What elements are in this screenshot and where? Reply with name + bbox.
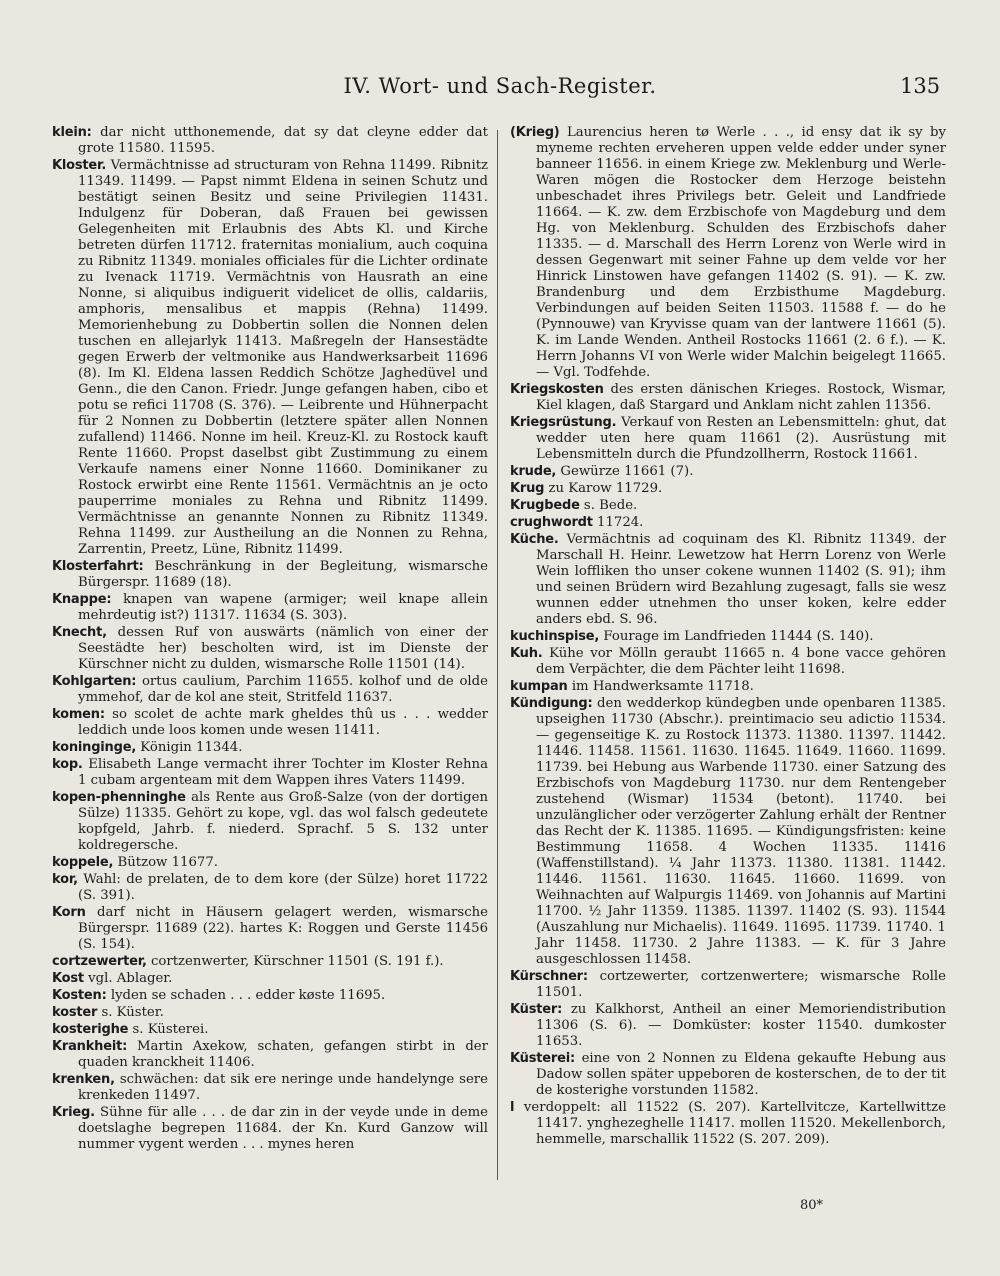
entry-headword: Knecht, [52,625,107,640]
entry-text: den wedderkop kündegben unde openbaren 11385. upseighen 11730 (Abschr.). preintimacio seu adictio 11534. — gegenseitige K. zu Rostock 11373. 11380. 11397. 11442. 11446. 11458. 11561. 11630. 11645. 11649. 11660. 11699. 11739. bei Hebung aus Warbende 11730. einer Satzung des Erzbischofs von Magdeburg 11730. nur dem Rentengeber zustehend (Wismar) 11534 (betont). 11740. bei unzulänglicher oder verzögerter Zahlung erhält der Rentner das Recht der K. 11385. 11695. — Kündigungsfristen: keine Bestimmung 11658. 4 Wochen 11335. 11416 (Waffenstillstand). ¼ Jahr 11373. 11380. 11381. 11442. 11446. 11561. 11630. 11645. 11660. 11699. von Weihnachten auf Walpurgis 11469. von Johannis auf Martini 11700. ½ Jahr 11359. 11385. 11397. 11402 (S. 93). 11544 (Auszahlung nur Michaelis). 11649. 11695. 11739. 11740. 1 Jahr 11458. 11730. 2 Jahre 11383. — K. für 3 Jahre ausgeschlossen 11458. [536,696,946,967]
register-entry [510,679,946,695]
register-entry [52,707,488,739]
register-entry [52,905,488,953]
entry-text: Kühe vor Mölln geraubt 11665 n. 4 bone vacce gehören dem Verpächter, die dem Pächter leiht 11698. [536,646,946,677]
entry-headword: Kündigung: [510,696,593,711]
register-entry [510,1100,946,1148]
entry-headword: komen: [52,707,105,722]
register-entry [510,515,946,531]
register-entry [52,872,488,904]
entry-text: Vermächtnis ad coquinam des Kl. Ribnitz 11349. der Marschall H. Heinr. Lewetzow hat Herrn Lorenz von Werle Wein loffliken tho unser cokene wunnen 11402 (S. 91); ihm und seinen Brüdern wird Bezahlung zugesagt, falls sie wesz wunnen edder utnehmen tho unser koken, kelre edder anders ebd. S. 96. [536,532,946,627]
entry-text: s. Bede. [583,498,638,513]
entry-headword: Korn [52,905,86,920]
entry-headword: Küsterei: [510,1051,575,1066]
register-entry [52,954,488,970]
entry-headword: Küster: [510,1002,563,1017]
entry-headword: (Krieg) [510,125,560,140]
entry-text: vgl. Ablager. [88,971,173,986]
register-entry [52,559,488,591]
entry-text: lyden se schaden . . . edder køste 11695. [110,988,386,1003]
entry-text: schwächen: dat sik ere neringe unde handelynge sere krenkeden 11497. [78,1072,488,1103]
right-column [510,125,946,1149]
entry-headword: kor, [52,872,78,887]
entry-headword: Kriegsrüstung. [510,415,617,430]
entry-text: ortus caulium, Parchim 11655. kolhof und de olde ymmehof, dar de kol ane steit, Stritfeld 11637. [78,674,488,705]
entry-headword: krude, [510,464,557,479]
entry-headword: Krug [510,481,545,496]
entry-text: dar nicht utthonemende, dat sy dat cleyne edder dat grote 11580. 11595. [78,125,488,156]
entry-text: Bützow 11677. [117,855,218,870]
register-entry [510,1002,946,1050]
register-entry [510,696,946,968]
register-entry [52,158,488,558]
register-entry [510,969,946,1001]
entry-text: cortzewerter, cortzenwertere; wismarsche Rolle 11501. [536,969,946,1000]
entry-headword: cortzewerter, [52,954,147,969]
entry-text: zu Karow 11729. [548,481,663,496]
register-entry [510,125,946,381]
register-entry [52,1022,488,1038]
register-entry [510,382,946,414]
entry-headword: Kriegskosten [510,382,604,397]
entry-text: als Rente aus Groß-Salze (von der dortigen Sülze) 11335. Gehört zu kope, vgl. das wol falsch gedeutete kopfgeld, Jahrb. f. niederd. Sprachf. 5 S. 132 unter koldregersche. [78,790,488,853]
entry-text: Wahl: de prelaten, de to dem kore (der Sülze) horet 11722 (S. 391). [78,872,488,903]
entry-text: so scolet de achte mark gheldes thû us . . . wedder leddich unde loos komen unde wesen 11411. [78,707,488,738]
entry-text: darf nicht in Häusern gelagert werden, wismarsche Bürgerspr. 11689 (22). hartes K: Roggen und Gerste 11456 (S. 154). [78,905,488,952]
register-entry [510,481,946,497]
entry-headword: klein: [52,125,92,140]
register-entry [510,464,946,480]
register-entry [52,1105,488,1153]
entry-text: s. Küster. [101,1005,164,1020]
entry-text: Elisabeth Lange vermacht ihrer Tochter im Kloster Rehna 1 cubam argenteam mit dem Wappen ihres Vaters 11499. [78,757,488,788]
register-entry [52,988,488,1004]
entry-headword: Küche. [510,532,559,547]
entry-text: eine von 2 Nonnen zu Eldena gekaufte Hebung aus Dadow sollen später uppeboren de kosterschen, de to der tit de kosterighe vorstunden 11582. [536,1051,946,1098]
register-entry [52,971,488,987]
entry-headword: Kost [52,971,84,986]
page-number: 135 [900,74,941,98]
entry-text: knapen van wapene (armiger; weil knape allein mehrdeutig ist?) 11317. 11634 (S. 303). [78,592,488,623]
register-entry [510,629,946,645]
entry-headword: kopen-phenninghe [52,790,186,805]
entry-headword: koninginge, [52,740,137,755]
entry-headword: koster [52,1005,98,1020]
left-column [52,125,488,1154]
entry-text: des ersten dänischen Krieges. Rostock, Wismar, Kiel klagen, daß Stargard und Anklam nicht zahlen 11356. [536,382,946,413]
register-entry [510,646,946,678]
entry-text: verdoppelt: all 11522 (S. 207). Kartellvitcze, Kartellwittze 11417. ynghezeghelle 11417. mollen 11520. Mekellenborch, hemmelle, marschallik 11522 (S. 207. 209). [523,1100,946,1147]
register-entry [52,740,488,756]
entry-headword: Klosterfahrt: [52,559,144,574]
page-header [0,74,1000,104]
register-entry [52,625,488,673]
register-entry [52,757,488,789]
entry-text: Fourage im Landfrieden 11444 (S. 140). [603,629,874,644]
register-entry [510,415,946,463]
register-entry [52,790,488,854]
entry-text: cortzenwerter, Kürschner 11501 (S. 191 f.). [150,954,444,969]
entry-text: dessen Ruf von auswärts (nämlich von einer der Seestädte her) bescholten wird, ist im Dienste der Kürschner nicht zu dulden, wismarsche Rolle 11501 (14). [78,625,488,672]
entry-headword: koppele, [52,855,114,870]
column-divider [497,130,498,1180]
signature-mark: 80* [800,1198,824,1213]
register-entry [52,1072,488,1104]
entry-headword: Knappe: [52,592,112,607]
entry-text: 11724. [597,515,644,530]
entry-headword: Krugbede [510,498,580,513]
entry-headword: Kohlgarten: [52,674,137,689]
entry-headword: Kuh. [510,646,543,661]
entry-text: Beschränkung in der Begleitung, wismarsche Bürgerspr. 11689 (18). [78,559,489,590]
entry-text: Königin 11344. [140,740,243,755]
entry-text: Vermächtnisse ad structuram von Rehna 11499. Ribnitz 11349. 11499. — Papst nimmt Eldena in seinen Schutz und bestätigt seinen Besitz und seine Privilegien 11431. Indulgenz für Doberan, daß Frauen bei gewissen Gelegenheiten mit Erlaubnis des Abts Kl. und Kirche betreten dürfen 11712. fraternitas monialium, auch coquina zu Ribnitz 11349. moniales officiales für die Lichter ordinate zu Ivenack 11719. Vermächtnis von Hausrath an eine Nonne, si aliquibus indiguerit videlicet de ollis, caldariis, amphoris, mensalibus et mappis (Rehna) 11499. Memorienhebung zu Dobbertin sollen die Nonnen delen tuschen en allejarlyk 11413. Maßregeln der Hansestädte gegen Erwerb der veltmonike aus Handwerksarbeit 11696 (8). Im Kl. Eldena lassen Reddich Schötze Jaghedüvel und Genn., die den Canon. Friedr. Junge gefangen haben, cibo et potu se refici 11708 (S. 376). — Leibrente und Hühnerpacht für 2 Nonnen zu Dobbertin (letztere später allen Nonnen zufallend) 11466. Nonne im heil. Kreuz-Kl. zu Rostock kauft Rente 11660. Propst daselbst gibt Zustimmung zu einem Verkaufe namens einer Nonne 11660. Dominikaner zu Rostock erwirbt eine Rente 11561. Vermächtnis an je octo pauperrime moniales zu Rehna und Ribnitz 11499. Vermächtnisse an genannte Nonnen zu Ribnitz 11349. Rehna 11499. zur Austheilung an die Nonnen zu Rehna, Zarrentin, Preetz, Lüne, Ribnitz 11499. [78,158,488,557]
entry-text: Gewürze 11661 (7). [560,464,694,479]
entry-text: Martin Axekow, schaten, gefangen stirbt in der quaden kranckheit 11406. [78,1039,488,1070]
register-entry [510,1051,946,1099]
entry-text: Laurencius heren tø Werle . . ., id ensy dat ik sy by myneme rechten erveheren uppen velde edder under syner banneer 11656. in einem Kriege zw. Meklenburg und Werle-Waren mögen die Rostocker dem Herzoge beistehn unbeschadet ihres Privilegs betr. Geleit und Landfriede 11664. — K. zw. dem Erzbischofe von Magdeburg und dem Hg. von Meklenburg. Schulden des Erzbischofs daher 11335. — d. Marschall des Herrn Lorenz von Werle wird in dessen Gegenwart mit seiner Fahne up dem velde vor her Hinrick Linstowen have gefangen 11402 (S. 91). — K. zw. Brandenburg und dem Erzbisthume Magdeburg. Verbindungen auf beiden Seiten 11503. 11588 f. — do he (Pynnouwe) van Kryvisse quam van der lantwere 11661 (5). K. im Lande Wenden. Antheil Rostocks 11661 (2. 6 f.). — K. Herrn Johanns VI von Werle wider Malchin beigelegt 11665. — Vgl. Todfehde. [536,125,947,380]
entry-headword: kuchinspise, [510,629,600,644]
entry-headword: kosterighe [52,1022,129,1037]
register-entry [510,532,946,628]
entry-text: zu Kalkhorst, Antheil an einer Memoriendistribution 11306 (S. 6). — Domküster: koster 11540. dumkoster 11653. [536,1002,947,1049]
register-entry [52,592,488,624]
register-entry [52,855,488,871]
entry-headword: Kürschner: [510,969,588,984]
entry-text: im Handwerksamte 11718. [571,679,754,694]
entry-text: Sühne für alle . . . de dar zin in der veyde unde in deme doetslaghe begrepen 11684. der Kn. Kurd Ganzow will nummer vygent werden . . . mynes heren [78,1105,488,1152]
entry-text: s. Küsterei. [132,1022,209,1037]
register-entry [52,125,488,157]
entry-headword: kumpan [510,679,568,694]
page-title: IV. Wort- und Sach-Register. [343,74,657,98]
entry-headword: kop. [52,757,83,772]
register-entry [52,674,488,706]
entry-headword: l [510,1100,515,1115]
register-entry [52,1039,488,1071]
register-entry [52,1005,488,1021]
entry-headword: Kosten: [52,988,107,1003]
entry-headword: Krieg. [52,1105,95,1120]
entry-headword: Kloster. [52,158,107,173]
entry-headword: krenken, [52,1072,115,1087]
entry-headword: Krankheit: [52,1039,128,1054]
entry-headword: crughwordt [510,515,593,530]
entry-text: Verkauf von Resten an Lebensmitteln: ghut, dat wedder uten here quam 11661 (2). Ausrüstung mit Lebensmitteln durch die Pfundzollherrn, Rostock 11661. [536,415,946,462]
register-entry [510,498,946,514]
